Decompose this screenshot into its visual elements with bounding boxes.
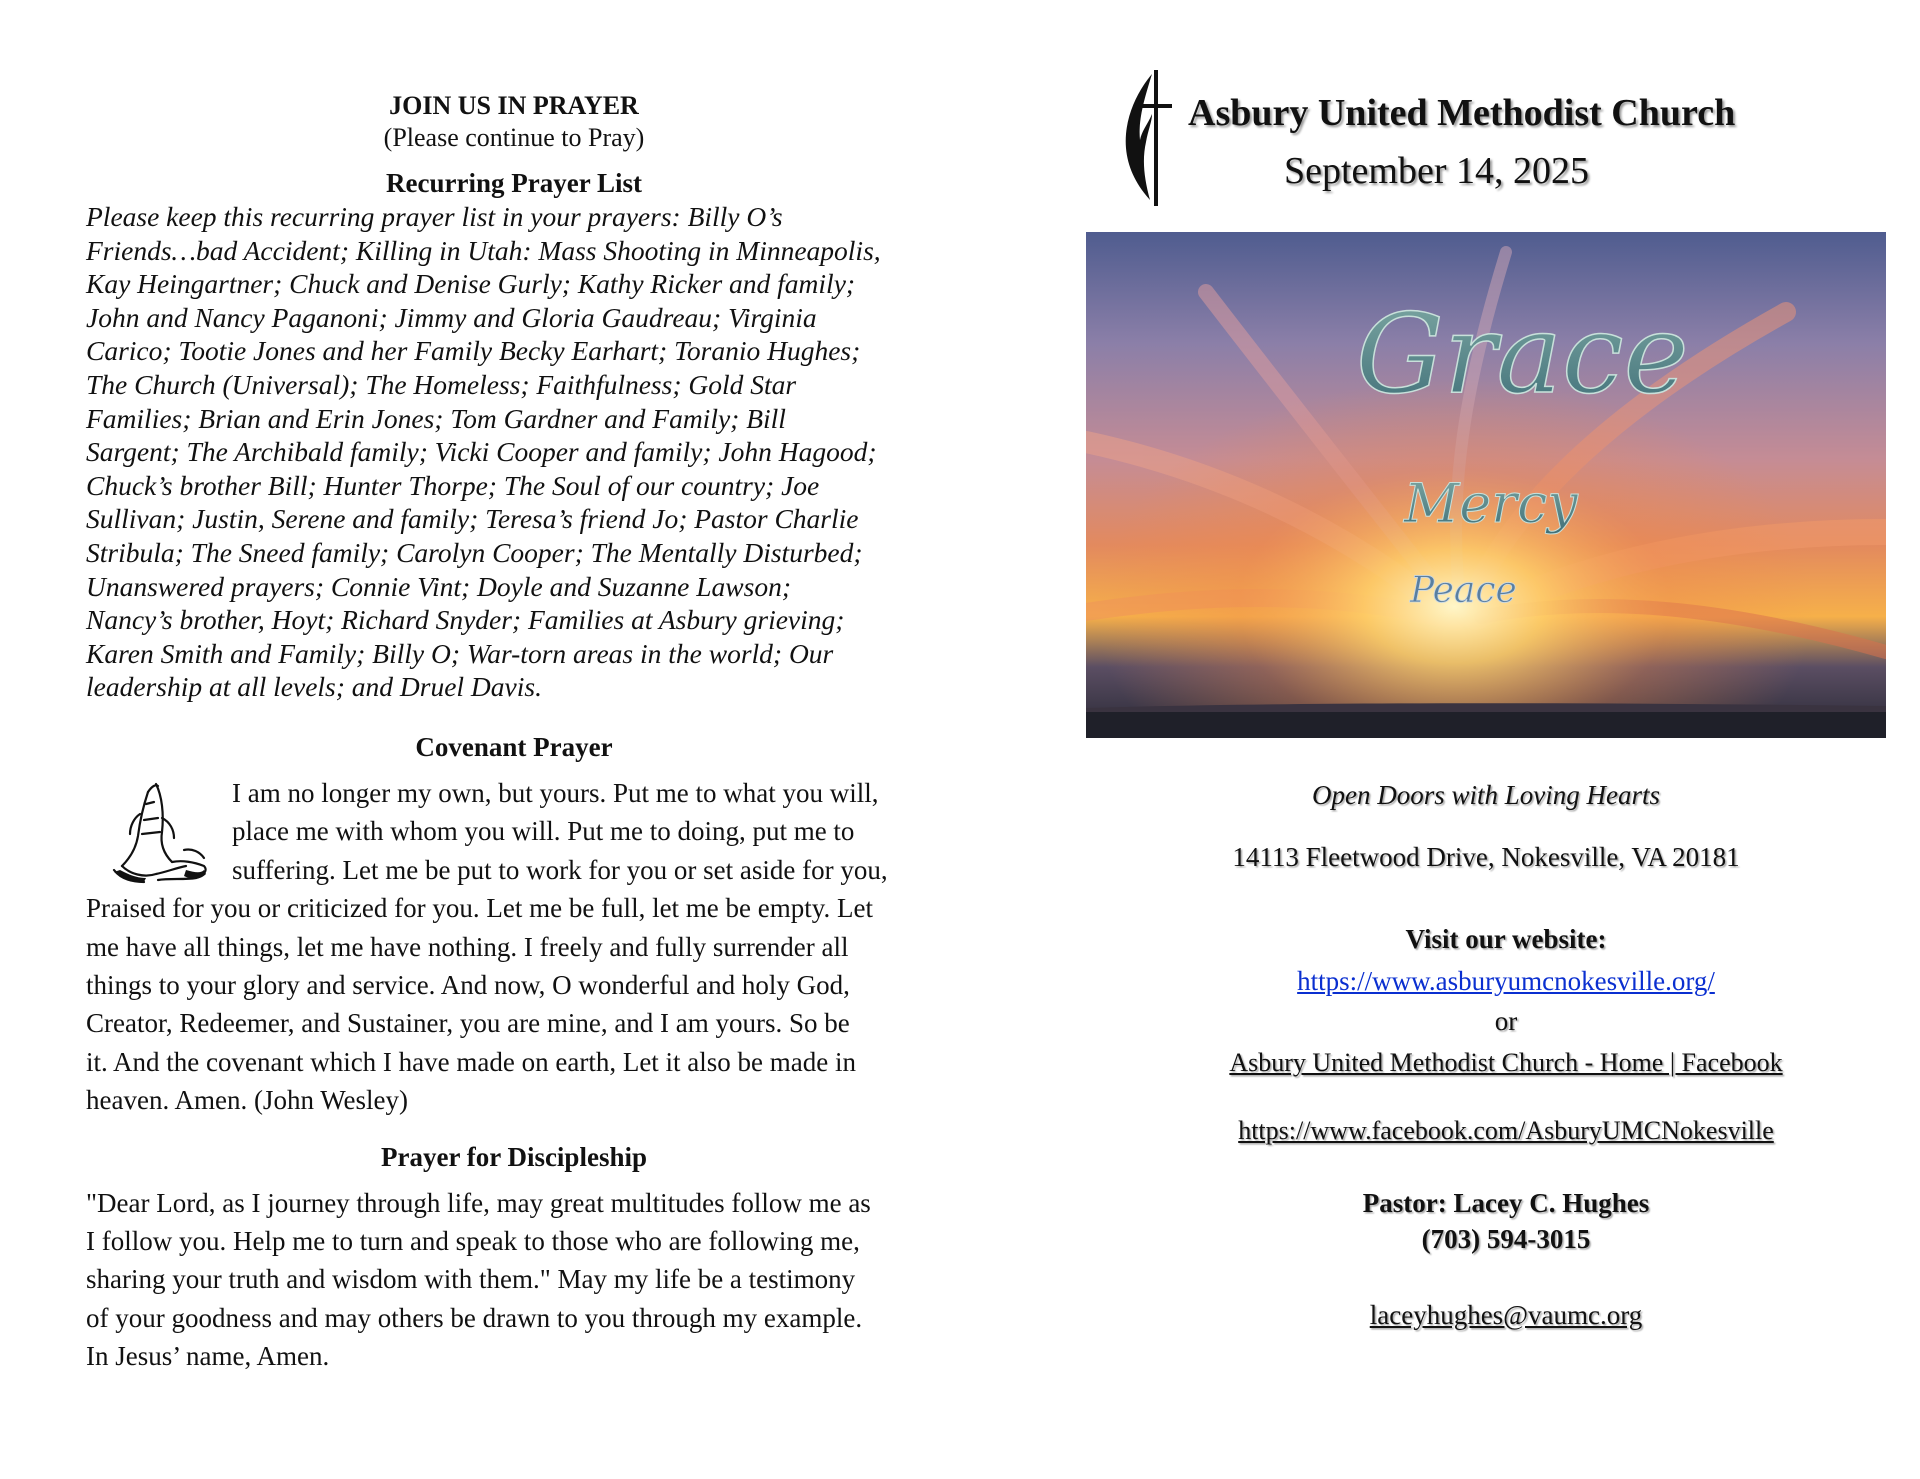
discipleship-line: "Dear Lord, as I journey through life, may great multitudes follow me as: [86, 1187, 871, 1218]
prayer-list-line: Stribula; The Sneed family; Carolyn Cooper; The Mentally Disturbed;: [86, 536, 863, 568]
prayer-list-line: Kay Heingartner; Chuck and Denise Gurly; Kathy Ricker and family;: [86, 268, 856, 300]
pastor-email-link[interactable]: laceyhughes@vaumc.org: [1369, 1300, 1643, 1330]
grace-mercy-peace-image: [1086, 232, 1886, 738]
peace-word: Peace: [1410, 570, 1517, 611]
prayer-list-line: Families; Brian and Erin Jones; Tom Gardner and Family; Bill: [86, 402, 786, 434]
facebook-page-link[interactable]: Asbury United Methodist Church - Home | Facebook: [1229, 1048, 1783, 1077]
cross-and-flame-icon: [1118, 64, 1174, 210]
mercy-word: Mercy: [1404, 472, 1578, 535]
pastor-name: Pastor: Lacey C. Hughes: [1362, 1188, 1650, 1218]
covenant-line: Praised for you or criticized for you. Let me be full, let me be empty. Let: [86, 893, 873, 924]
prayer-heading: JOIN US IN PRAYER: [389, 91, 639, 120]
covenant-line: things to your glory and service. And now, O wonderful and holy God,: [86, 969, 850, 1000]
recurring-prayer-list: [86, 200, 942, 704]
church-address: 14113 Fleetwood Drive, Nokesville, VA 20181: [1232, 842, 1740, 872]
covenant-line: me have all things, let me have nothing. I freely and fully surrender all: [86, 931, 849, 962]
prayer-page: [86, 90, 942, 1376]
discipleship-line: of your goodness and may others be drawn to you through my example.: [86, 1302, 863, 1333]
prayer-list-line: leadership at all levels; and Druel Davis.: [86, 671, 542, 703]
pastor-phone: (703) 594-3015: [1421, 1224, 1591, 1254]
website-link[interactable]: https://www.asburyumcnokesville.org/: [1297, 966, 1715, 996]
prayer-list-line: Carico; Tootie Jones and her Family Becky Earhart; Toranio Hughes;: [86, 335, 861, 367]
prayer-list-line: Karen Smith and Family; Billy O; War-torn areas in the world; Our: [86, 637, 834, 669]
prayer-subheading: (Please continue to Pray): [383, 123, 645, 152]
prayer-list-line: Friends…bad Accident; Killing in Utah: Mass Shooting in Minneapolis,: [86, 234, 881, 266]
prayer-list-line: Chuck’s brother Bill; Hunter Thorpe; The Soul of our country; Joe: [86, 469, 820, 501]
covenant-prayer-title: Covenant Prayer: [415, 731, 613, 762]
discipleship-line: sharing your truth and wisdom with them." May my life be a testimony: [86, 1264, 856, 1295]
discipleship-prayer-title: Prayer for Discipleship: [381, 1141, 647, 1172]
prayer-list-line: Nancy’s brother, Hoyt; Richard Snyder; Families at Asbury grieving;: [86, 604, 845, 636]
prayer-list-line: Please keep this recurring prayer list in your prayers: Billy O’s: [86, 201, 783, 232]
church-tagline: Open Doors with Loving Hearts: [1311, 780, 1660, 810]
covenant-line: heaven. Amen. (John Wesley): [86, 1085, 408, 1116]
church-name: Asbury United Methodist Church: [1188, 92, 1736, 134]
covenant-line: suffering. Let me be put to work for you or set aside for you,: [232, 854, 888, 885]
grace-word: Grace: [1356, 290, 1689, 418]
discipleship-line: I follow you. Help me to turn and speak to those who are following me,: [86, 1225, 860, 1256]
covenant-prayer-text: [86, 774, 942, 1120]
recurring-prayer-title: Recurring Prayer List: [386, 168, 642, 198]
covenant-line: place me with whom you will. Put me to doing, put me to: [232, 816, 855, 847]
praying-hands-icon: [100, 774, 220, 886]
covenant-line: Creator, Redeemer, and Sustainer, you are mine, and I am yours. So be: [86, 1008, 850, 1039]
discipleship-line: In Jesus’ name, Amen.: [86, 1341, 330, 1372]
visit-website-label: Visit our website:: [1405, 924, 1607, 954]
prayer-list-line: Unanswered prayers; Connie Vint; Doyle and Suzanne Lawson;: [86, 570, 791, 602]
covenant-line: it. And the covenant which I have made on earth, Let it also be made in: [86, 1046, 857, 1077]
or-text: or: [1494, 1006, 1518, 1036]
bulletin-date: September 14, 2025: [1284, 150, 1590, 192]
prayer-list-line: Sargent; The Archibald family; Vicki Cooper and family; John Hagood;: [86, 436, 877, 468]
discipleship-prayer-text: [86, 1184, 942, 1376]
covenant-line: I am no longer my own, but yours. Put me to what you will,: [232, 777, 879, 808]
facebook-url-link[interactable]: https://www.facebook.com/AsburyUMCNokesville: [1238, 1116, 1774, 1145]
prayer-list-line: John and Nancy Paganoni; Jimmy and Gloria Gaudreau; Virginia: [86, 301, 817, 333]
prayer-list-line: Sullivan; Justin, Serene and family; Teresa’s friend Jo; Pastor Charlie: [86, 503, 859, 535]
prayer-list-line: The Church (Universal); The Homeless; Faithfulness; Gold Star: [86, 368, 797, 400]
